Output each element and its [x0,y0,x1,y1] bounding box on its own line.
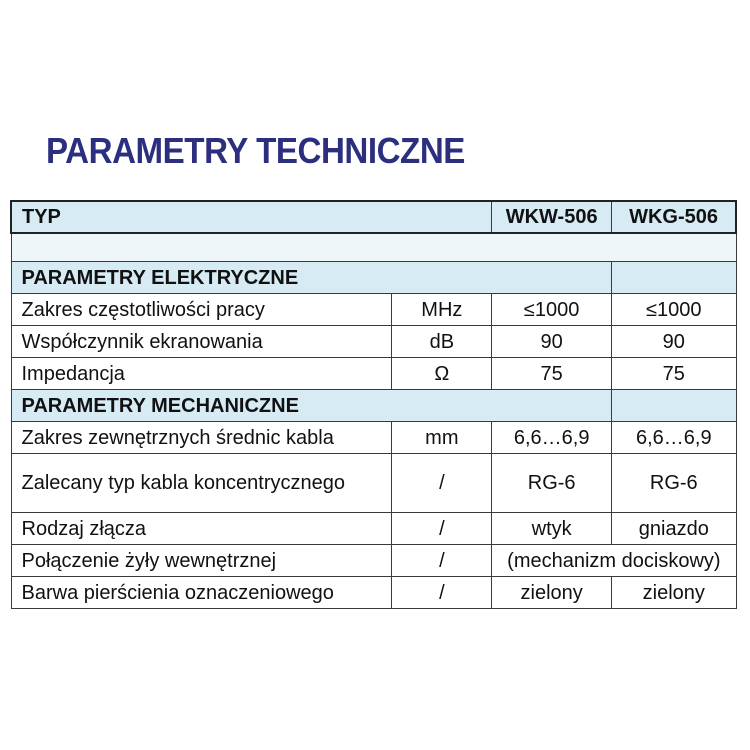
value-model-b: ≤1000 [612,294,736,326]
table-row [11,513,736,545]
value-model-a: 90 [492,326,612,358]
page-title: PARAMETRY TECHNICZNE [46,130,465,171]
section-row-electrical [11,262,736,294]
table-row [11,577,736,609]
section-fill-mechanical [612,390,736,422]
value-model-b: 6,6…6,9 [612,422,736,454]
table-row [11,326,736,358]
value-model-a: wtyk [492,513,612,545]
param-label: Impedancja [11,358,392,390]
value-model-b: 90 [612,326,736,358]
param-label: Współczynnik ekranowania [11,326,392,358]
param-unit: Ω [392,358,492,390]
value-model-b: RG-6 [612,454,736,513]
param-label: Rodzaj złącza [11,513,392,545]
model-a-header: WKW-506 [492,201,612,233]
value-model-a: ≤1000 [492,294,612,326]
param-label: Barwa pierścienia oznaczeniowego [11,577,392,609]
param-unit: / [392,577,492,609]
param-label: Zakres częstotliwości pracy [11,294,392,326]
section-title-electrical: PARAMETRY ELEKTRYCZNE [11,262,612,294]
spec-table [10,200,737,609]
param-unit: mm [392,422,492,454]
value-model-a: RG-6 [492,454,612,513]
param-unit: / [392,454,492,513]
value-model-b: gniazdo [612,513,736,545]
section-fill-electrical [612,262,736,294]
model-b-header: WKG-506 [612,201,736,233]
table-row [11,454,736,513]
typ-header: TYP [11,201,492,233]
value-model-b: zielony [612,577,736,609]
value-model-b: 75 [612,358,736,390]
section-title-mechanical: PARAMETRY MECHANICZNE [11,390,612,422]
value-model-a: 6,6…6,9 [492,422,612,454]
param-unit: dB [392,326,492,358]
value-model-a: 75 [492,358,612,390]
table-row [11,358,736,390]
param-unit: / [392,513,492,545]
param-unit: / [392,545,492,577]
table-header-row [11,201,736,233]
table-row [11,422,736,454]
spacer-row [11,233,736,262]
section-row-mechanical [11,390,736,422]
value-merged: (mechanizm dociskowy) [492,545,736,577]
param-label: Zakres zewnętrznych średnic kabla [11,422,392,454]
table-row [11,545,736,577]
param-label: Zalecany typ kabla koncentrycznego [11,454,392,513]
value-model-a: zielony [492,577,612,609]
param-label: Połączenie żyły wewnętrznej [11,545,392,577]
spacer-cell [11,233,736,262]
table-row [11,294,736,326]
param-unit: MHz [392,294,492,326]
